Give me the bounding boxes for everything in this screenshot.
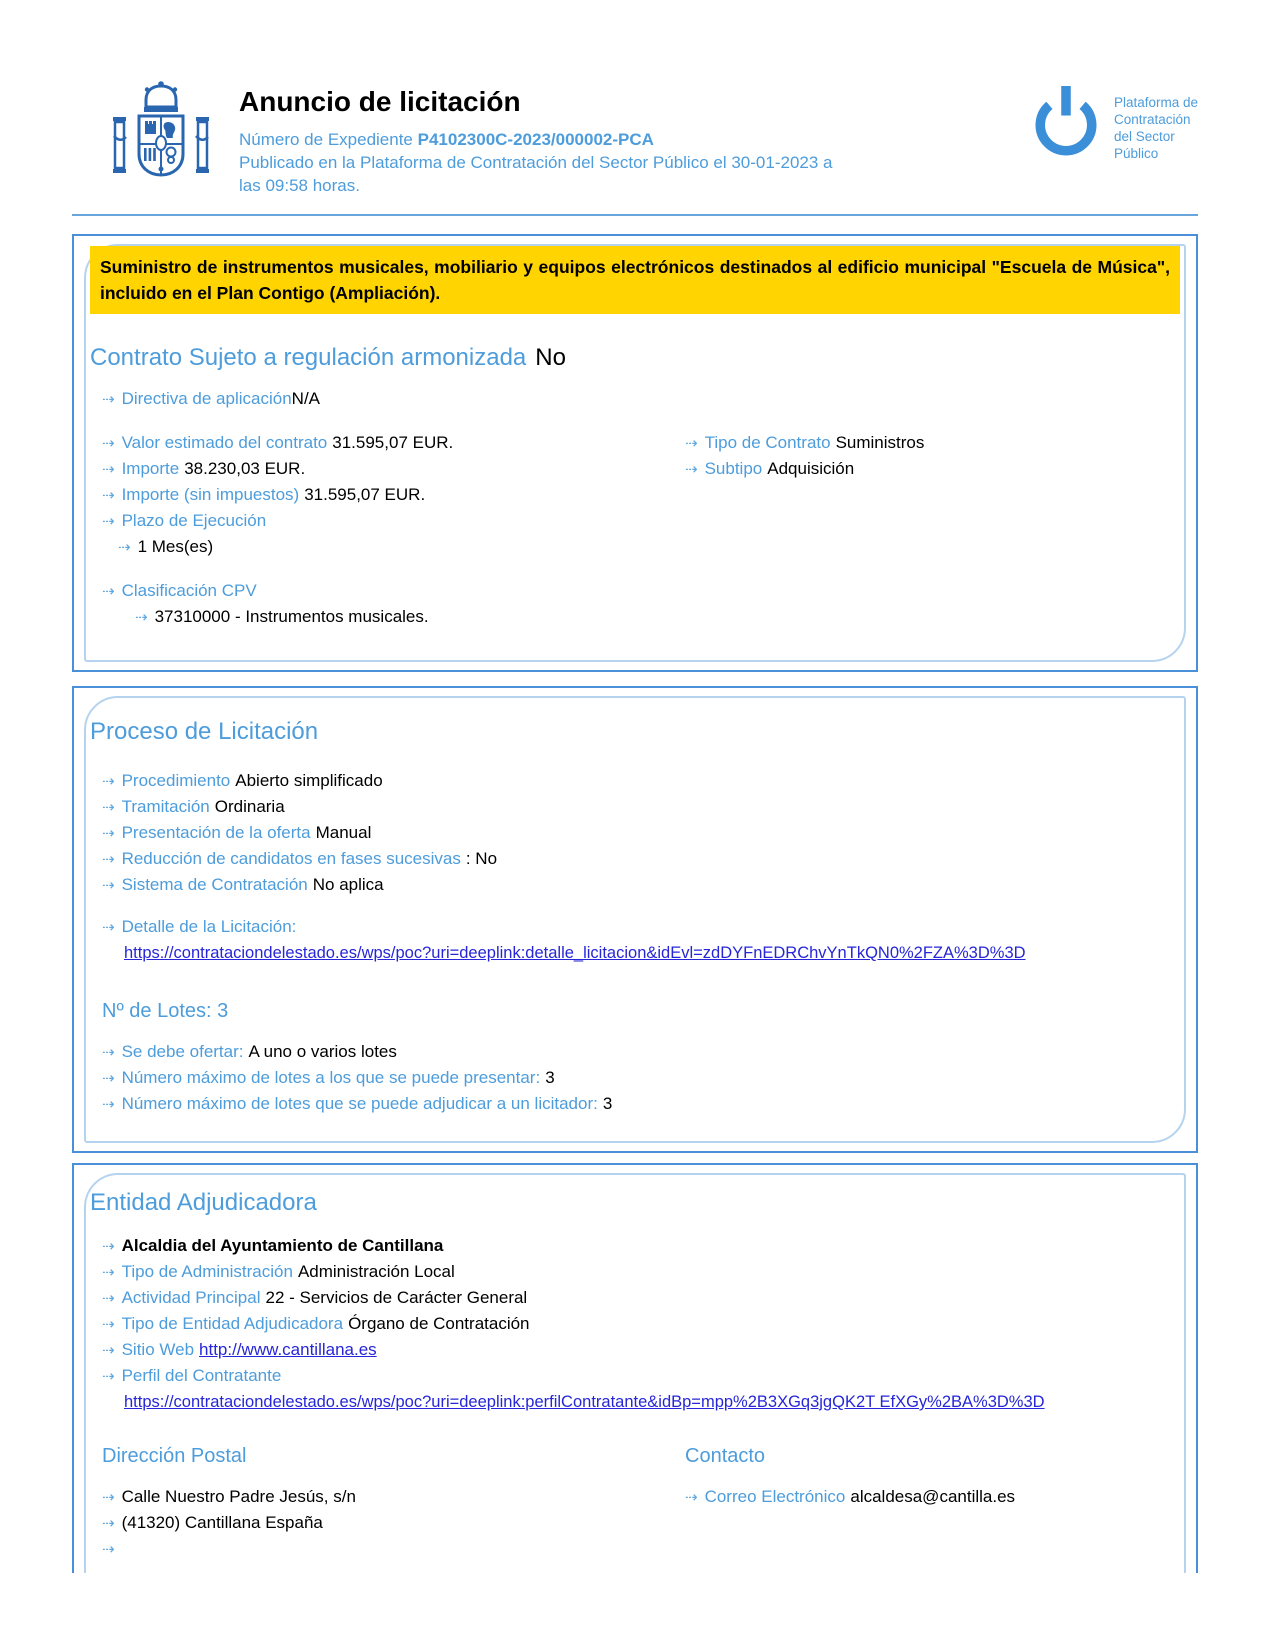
field-presentacion-oferta (102, 820, 1180, 846)
field-value: 3 (602, 1094, 613, 1113)
section-heading-proceso: Proceso de Licitación (90, 718, 319, 745)
expediente-label: Número de Expediente (239, 130, 413, 149)
field-value: 22 - Servicios de Carácter General (265, 1288, 528, 1307)
field-value: 31.595,07 EUR. (332, 433, 454, 452)
field-value: 1 Mes(es) (137, 537, 214, 556)
field-value: Ordinaria (214, 797, 285, 816)
dashed-arrow-icon: ⇢ (102, 1043, 115, 1061)
field-sitio-web (102, 1337, 1180, 1363)
platform-logo (1026, 82, 1198, 170)
field-label: Reducción de candidatos en fases sucesivas (121, 849, 461, 868)
field-label: Correo Electrónico (704, 1487, 846, 1506)
contract-values-column (102, 430, 685, 560)
published-line-2: las 09:58 horas. (239, 176, 360, 195)
document-header (72, 0, 1198, 198)
spain-coat-of-arms (113, 80, 209, 198)
field-value: 3 (545, 1068, 555, 1087)
field-label: Sistema de Contratación (121, 875, 308, 894)
perfil-url-row (102, 1389, 1180, 1415)
field-label: Valor estimado del contrato (121, 433, 328, 452)
field-label: Importe (121, 459, 180, 478)
field-label: Perfil del Contratante (121, 1366, 282, 1385)
dashed-arrow-icon: ⇢ (685, 434, 698, 452)
field-label: Clasificación CPV (121, 581, 257, 600)
field-actividad-principal (102, 1285, 1180, 1311)
field-label: Tipo de Entidad Adjudicadora (121, 1314, 344, 1333)
platform-text-line: Contratación (1113, 112, 1191, 127)
field-value: (41320) Cantillana España (121, 1513, 323, 1532)
field-value: Órgano de Contratación (348, 1314, 530, 1333)
field-label: Subtipo (704, 459, 763, 478)
field-plazo-ejecucion (102, 508, 685, 534)
contract-object-banner: Suministro de instrumentos musicales, mobiliario y equipos electrónicos destinados al edificio municipal "Escuela de Música", incluido en el Plan Contigo (Ampliación). (90, 246, 1180, 314)
field-procedimiento (102, 768, 1180, 794)
dashed-arrow-icon: ⇢ (102, 918, 115, 936)
field-perfil-contratante (102, 1363, 1180, 1389)
field-label: Tipo de Administración (121, 1262, 293, 1281)
detalle-licitacion-link[interactable]: https://contrataciondelestado.es/wps/poc?uri=deeplink:detalle_licitacion&idEvl=zdDYFnEDRChvYnTkQN0%2FZA%3D%3D (124, 944, 1026, 962)
field-sistema-contratacion (102, 872, 1180, 898)
field-value: Manual (315, 823, 372, 842)
field-label: Tramitación (121, 797, 210, 816)
expediente-number: P4102300C-2023/000002-PCA (417, 130, 654, 149)
field-label: Detalle de la Licitación: (121, 917, 297, 936)
field-value: N/A (291, 389, 321, 408)
dashed-arrow-icon: ⇢ (102, 460, 115, 478)
field-value: Administración Local (297, 1262, 455, 1281)
field-tramitacion (102, 794, 1180, 820)
dashed-arrow-icon: ⇢ (102, 1488, 115, 1506)
field-label: Actividad Principal (121, 1288, 261, 1307)
field-tipo-contrato (685, 430, 1180, 456)
dashed-arrow-icon: ⇢ (102, 582, 115, 600)
expediente-line (239, 128, 1026, 151)
direccion-postal-column (102, 1445, 685, 1562)
field-label: Procedimiento (121, 771, 231, 790)
dashed-arrow-icon: ⇢ (102, 512, 115, 530)
field-label: Directiva de aplicación (121, 389, 292, 408)
detalle-url-row (102, 940, 1180, 966)
field-cpv (102, 578, 1180, 604)
field-value: No aplica (312, 875, 384, 894)
field-label: Número máximo de lotes a los que se puede presentar: (121, 1068, 541, 1087)
platform-text-line: del Sector (1113, 129, 1175, 144)
sitio-web-link[interactable]: http://www.cantillana.es (199, 1340, 377, 1359)
field-empty (102, 1536, 685, 1562)
field-localidad (102, 1510, 685, 1536)
dashed-arrow-icon: ⇢ (118, 538, 131, 556)
dashed-arrow-icon: ⇢ (102, 1289, 115, 1307)
dashed-arrow-icon: ⇢ (102, 1367, 115, 1385)
field-value: 37310000 - Instrumentos musicales. (154, 607, 429, 626)
dashed-arrow-icon: ⇢ (102, 1341, 115, 1359)
field-max-lotes-presentar (102, 1065, 1180, 1091)
platform-logo-text (1114, 94, 1198, 162)
dashed-arrow-icon: ⇢ (102, 390, 115, 408)
dashed-arrow-icon: ⇢ (102, 798, 115, 816)
section-heading-entidad: Entidad Adjudicadora (90, 1189, 317, 1216)
field-importe-sin-impuestos (102, 482, 685, 508)
field-se-debe-ofertar (102, 1039, 1180, 1065)
field-importe (102, 456, 685, 482)
field-label: Número máximo de lotes que se puede adjudicar a un licitador: (121, 1094, 598, 1113)
dashed-arrow-icon: ⇢ (102, 1540, 115, 1558)
field-value: : No (465, 849, 498, 868)
perfil-contratante-link[interactable]: https://contrataciondelestado.es/wps/poc?uri=deeplink:perfilContratante&idBp=mpp%2B3XGq3jgQK2T EfXGy%2BA%3D%3D (124, 1393, 1045, 1411)
contacto-column (685, 1445, 1180, 1562)
field-reduccion-candidatos (102, 846, 1180, 872)
field-subtipo (685, 456, 1180, 482)
dashed-arrow-icon: ⇢ (102, 1069, 115, 1087)
field-label: Importe (sin impuestos) (121, 485, 300, 504)
dashed-arrow-icon: ⇢ (102, 772, 115, 790)
field-label: Se debe ofertar: (121, 1042, 244, 1061)
section-proceso-licitacion (72, 686, 1198, 1153)
field-value: Alcaldia del Ayuntamiento de Cantillana (121, 1236, 444, 1255)
field-label: Tipo de Contrato (704, 433, 831, 452)
field-detalle-licitacion (102, 914, 1180, 940)
platform-text-line: Público (1113, 146, 1159, 161)
field-plazo-valor (102, 534, 685, 560)
field-value: Adquisición (767, 459, 855, 478)
field-value: Calle Nuestro Padre Jesús, s/n (121, 1487, 356, 1506)
section-entidad-adjudicadora (72, 1163, 1198, 1573)
field-value: Suministros (835, 433, 925, 452)
field-value: Abierto simplificado (235, 771, 383, 790)
field-directiva (102, 386, 1180, 412)
section-heading-contrato (90, 344, 1180, 372)
section-contrato-regulacion (72, 234, 1198, 672)
field-organismo (102, 1233, 1180, 1259)
field-tipo-administracion (102, 1259, 1180, 1285)
dashed-arrow-icon: ⇢ (135, 608, 148, 626)
platform-text-line: Plataforma de (1113, 95, 1198, 110)
dashed-arrow-icon: ⇢ (102, 434, 115, 452)
dashed-arrow-icon: ⇢ (102, 876, 115, 894)
field-tipo-entidad (102, 1311, 1180, 1337)
field-label: Sitio Web (121, 1340, 195, 1359)
page-title: Anuncio de licitación (239, 86, 521, 117)
heading-label: Contrato Sujeto a regulación armonizada (90, 344, 527, 371)
dashed-arrow-icon: ⇢ (102, 850, 115, 868)
dashed-arrow-icon: ⇢ (102, 824, 115, 842)
field-correo-electronico (685, 1484, 1180, 1510)
dashed-arrow-icon: ⇢ (102, 1095, 115, 1113)
header-divider (72, 214, 1198, 216)
field-label: Presentación de la oferta (121, 823, 311, 842)
dashed-arrow-icon: ⇢ (102, 1237, 115, 1255)
dashed-arrow-icon: ⇢ (102, 486, 115, 504)
field-max-lotes-adjudicar (102, 1091, 1180, 1117)
field-cpv-codigo (102, 604, 1180, 630)
published-line-1: Publicado en la Plataforma de Contratación del Sector Público el 30-01-2023 a (239, 153, 833, 172)
field-calle (102, 1484, 685, 1510)
contract-type-column (685, 430, 1180, 560)
power-button-icon (1026, 82, 1106, 170)
dashed-arrow-icon: ⇢ (102, 1263, 115, 1281)
dashed-arrow-icon: ⇢ (685, 460, 698, 478)
dashed-arrow-icon: ⇢ (685, 1488, 698, 1506)
field-value: alcaldesa@cantilla.es (850, 1487, 1016, 1506)
field-valor-estimado (102, 430, 685, 456)
direccion-postal-subheading: Dirección Postal (102, 1445, 247, 1467)
dashed-arrow-icon: ⇢ (102, 1315, 115, 1333)
field-value: 38.230,03 EUR. (184, 459, 306, 478)
field-label: Plazo de Ejecución (121, 511, 267, 530)
contacto-subheading: Contacto (685, 1445, 766, 1467)
heading-value: No (535, 344, 566, 371)
field-value: 31.595,07 EUR. (304, 485, 426, 504)
field-value: A uno o varios lotes (248, 1042, 397, 1061)
lotes-subheading: Nº de Lotes: 3 (102, 1000, 229, 1022)
dashed-arrow-icon: ⇢ (102, 1514, 115, 1532)
